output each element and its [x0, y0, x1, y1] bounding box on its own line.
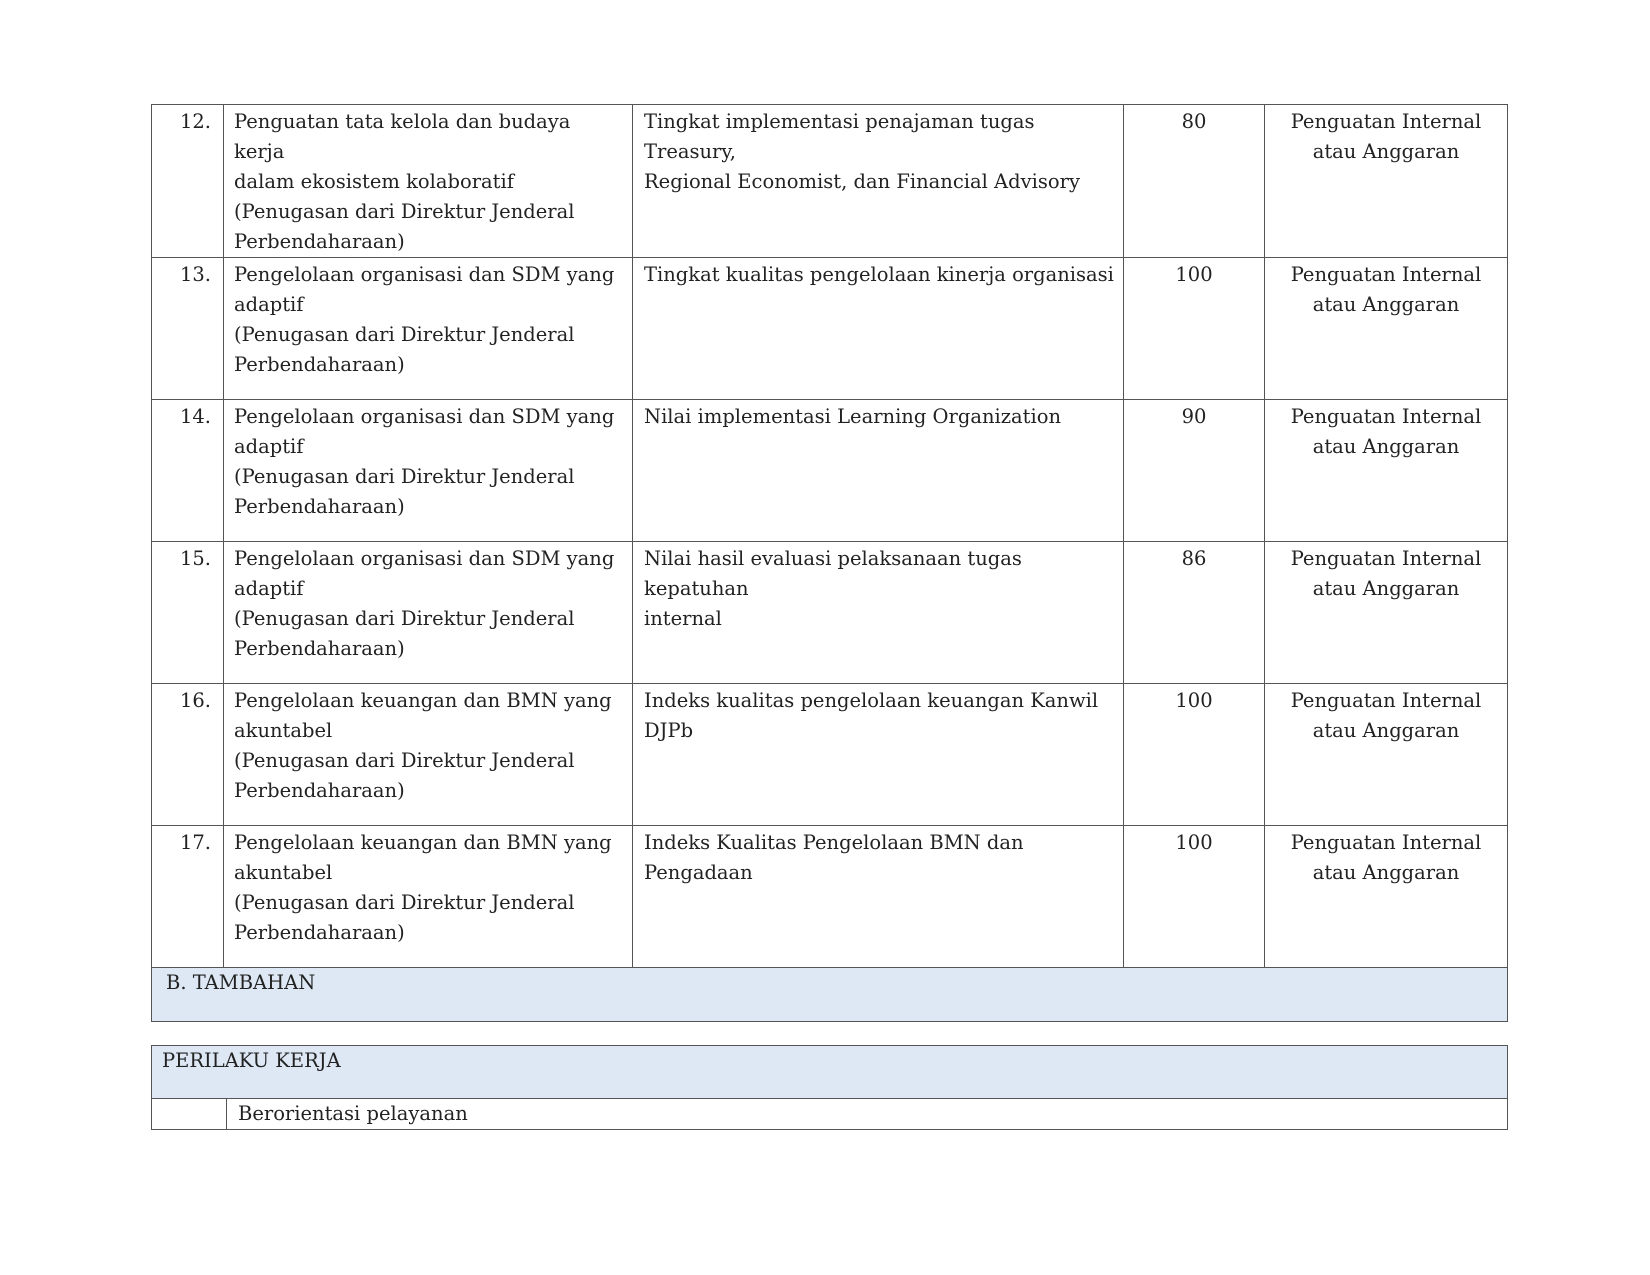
activity-line: adaptif	[234, 293, 304, 316]
category-cell	[1265, 542, 1508, 684]
work-behavior-item-row	[152, 1099, 1508, 1130]
work-behavior-heading: PERILAKU KERJA	[152, 1046, 1508, 1099]
activity-line: (Penugasan dari Direktur Jenderal	[234, 323, 575, 346]
table-row	[152, 684, 1508, 826]
section-b-label: B. TAMBAHAN	[152, 968, 1508, 1022]
table-row	[152, 258, 1508, 400]
table-row	[152, 826, 1508, 968]
work-behavior-item-label: Berorientasi pelayanan	[227, 1099, 1508, 1130]
indicator-cell	[633, 400, 1124, 542]
table-row	[152, 105, 1508, 258]
indicator-cell	[633, 542, 1124, 684]
indicator-line: internal	[644, 607, 722, 630]
category-line: atau Anggaran	[1312, 293, 1460, 316]
activity-line: (Penugasan dari Direktur Jenderal	[234, 200, 575, 223]
indicator-cell	[633, 826, 1124, 968]
indicator-line: Indeks kualitas pengelolaan keuangan Kanwil	[644, 689, 1099, 712]
activity-line: adaptif	[234, 435, 304, 458]
activity-line: Perbendaharaan)	[234, 637, 405, 660]
activity-line: (Penugasan dari Direktur Jenderal	[234, 607, 575, 630]
category-line: atau Anggaran	[1312, 577, 1460, 600]
activity-line: Perbendaharaan)	[234, 779, 405, 802]
activity-cell	[224, 826, 633, 968]
activity-line: akuntabel	[234, 861, 333, 884]
row-number: 16.	[152, 684, 224, 826]
category-line: Penguatan Internal	[1290, 831, 1482, 854]
category-line: Penguatan Internal	[1290, 405, 1482, 428]
indicator-line: Nilai implementasi Learning Organization	[644, 405, 1062, 428]
indicator-line: DJPb	[644, 719, 694, 742]
category-line: Penguatan Internal	[1290, 110, 1482, 133]
category-line: atau Anggaran	[1312, 719, 1460, 742]
table-row	[152, 542, 1508, 684]
indicator-line: Indeks Kualitas Pengelolaan BMN dan	[644, 831, 1024, 854]
activity-line: dalam ekosistem kolaboratif	[234, 170, 514, 193]
performance-target-table	[151, 104, 1508, 1022]
category-cell	[1265, 826, 1508, 968]
activity-line: adaptif	[234, 577, 304, 600]
row-number: 13.	[152, 258, 224, 400]
activity-line: Pengelolaan organisasi dan SDM yang	[234, 263, 615, 286]
row-number: 12.	[152, 105, 224, 258]
target-value: 100	[1124, 684, 1265, 826]
indicator-cell	[633, 684, 1124, 826]
performance-target-table-body	[152, 105, 1508, 1022]
target-value: 90	[1124, 400, 1265, 542]
indicator-cell	[633, 105, 1124, 258]
activity-line: Pengelolaan keuangan dan BMN yang	[234, 689, 612, 712]
category-line: atau Anggaran	[1312, 140, 1460, 163]
indicator-line: Tingkat implementasi penajaman tugas Treasury,	[644, 110, 1035, 163]
category-line: Penguatan Internal	[1290, 547, 1482, 570]
work-behavior-item-number	[152, 1099, 227, 1130]
indicator-line: Tingkat kualitas pengelolaan kinerja organisasi	[644, 263, 1114, 286]
category-line: Penguatan Internal	[1290, 263, 1482, 286]
activity-line: Pengelolaan organisasi dan SDM yang	[234, 405, 615, 428]
activity-line: (Penugasan dari Direktur Jenderal	[234, 891, 575, 914]
activity-cell	[224, 105, 633, 258]
work-behavior-table	[151, 1045, 1508, 1130]
activity-line: Perbendaharaan)	[234, 921, 405, 944]
work-behavior-table-body	[152, 1046, 1508, 1130]
category-line: atau Anggaran	[1312, 435, 1460, 458]
category-line: atau Anggaran	[1312, 861, 1460, 884]
row-number: 14.	[152, 400, 224, 542]
work-behavior-header-row	[152, 1046, 1508, 1099]
indicator-cell	[633, 258, 1124, 400]
category-cell	[1265, 258, 1508, 400]
indicator-line: Regional Economist, dan Financial Advisory	[644, 170, 1080, 193]
activity-line: Pengelolaan keuangan dan BMN yang	[234, 831, 612, 854]
row-number: 15.	[152, 542, 224, 684]
activity-line: Perbendaharaan)	[234, 353, 405, 376]
indicator-line: Pengadaan	[644, 861, 753, 884]
activity-cell	[224, 542, 633, 684]
activity-line: (Penugasan dari Direktur Jenderal	[234, 749, 575, 772]
section-b-row	[152, 968, 1508, 1022]
activity-line: Perbendaharaan)	[234, 230, 405, 253]
indicator-line: Nilai hasil evaluasi pelaksanaan tugas kepatuhan	[644, 547, 1022, 600]
activity-cell	[224, 684, 633, 826]
activity-line: Pengelolaan organisasi dan SDM yang	[234, 547, 615, 570]
row-number: 17.	[152, 826, 224, 968]
table-row	[152, 400, 1508, 542]
category-cell	[1265, 400, 1508, 542]
activity-line: Perbendaharaan)	[234, 495, 405, 518]
category-cell	[1265, 105, 1508, 258]
target-value: 100	[1124, 258, 1265, 400]
category-cell	[1265, 684, 1508, 826]
activity-line: Penguatan tata kelola dan budaya kerja	[234, 110, 571, 163]
target-value: 100	[1124, 826, 1265, 968]
activity-line: akuntabel	[234, 719, 333, 742]
target-value: 80	[1124, 105, 1265, 258]
category-line: Penguatan Internal	[1290, 689, 1482, 712]
activity-line: (Penugasan dari Direktur Jenderal	[234, 465, 575, 488]
activity-cell	[224, 258, 633, 400]
target-value: 86	[1124, 542, 1265, 684]
activity-cell	[224, 400, 633, 542]
